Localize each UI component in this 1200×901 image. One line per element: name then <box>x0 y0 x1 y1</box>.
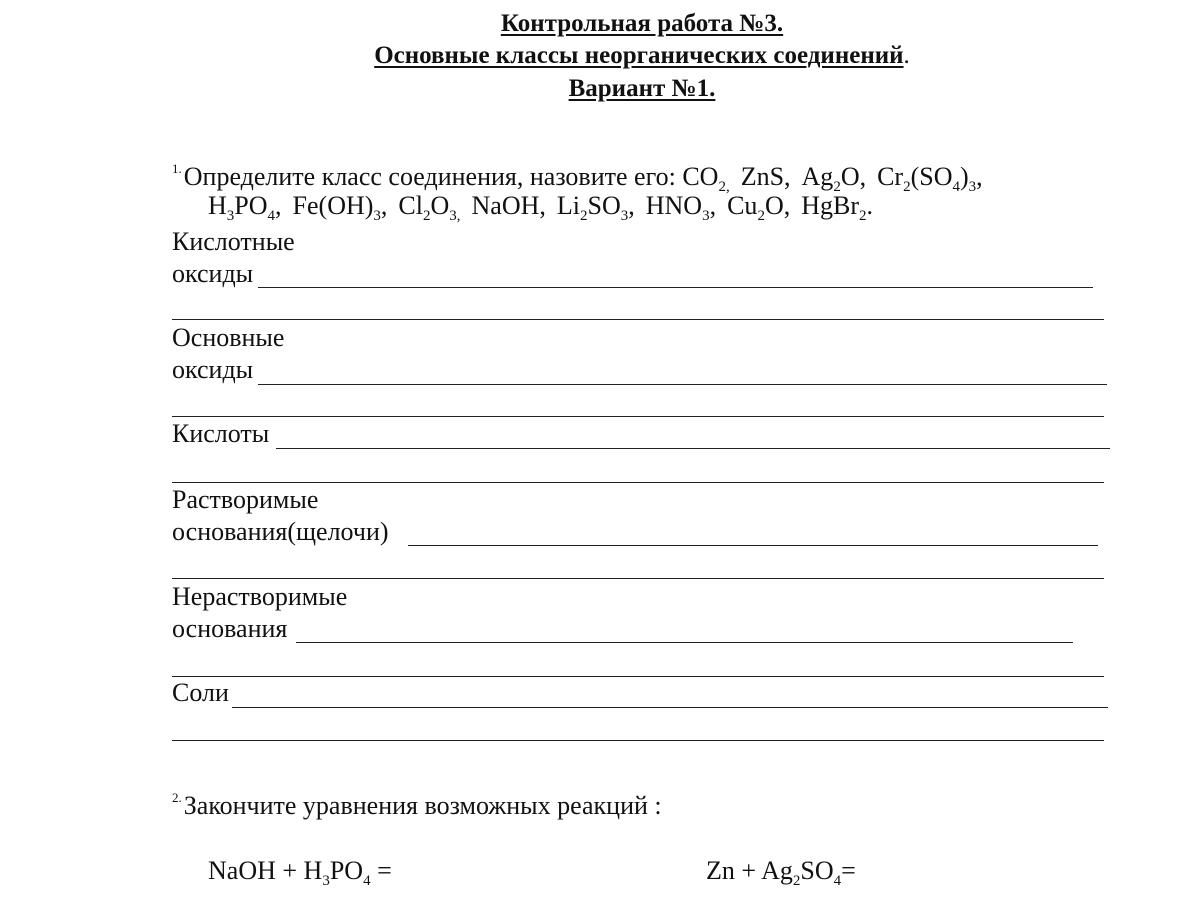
task1-number: 1. <box>172 161 182 176</box>
formula-part <box>556 191 621 224</box>
formula-base: Cu <box>727 191 758 220</box>
formula-part <box>877 162 953 195</box>
formula-part <box>727 191 791 224</box>
answer-line-salts-2[interactable] <box>172 740 1104 741</box>
formula-part <box>208 191 268 224</box>
formula-tail: (SO <box>910 162 953 191</box>
eq2-part-b: SO <box>800 856 834 885</box>
formula-subscript: 2 <box>859 208 867 224</box>
equation-2 <box>706 855 856 887</box>
answer-line-soluble-bases-1[interactable] <box>408 545 1098 546</box>
formula-subscript: 3, <box>449 208 461 224</box>
formula-part <box>968 162 983 195</box>
eq1-sub-1: 3 <box>322 873 330 889</box>
title-line-3: Вариант №1. <box>568 75 716 102</box>
answer-line-acid-oxides-1[interactable] <box>258 287 1093 288</box>
answer-line-insoluble-bases-1[interactable] <box>296 642 1073 643</box>
formula-base: ZnS, <box>740 162 791 191</box>
equation-1 <box>208 855 392 887</box>
formula-tail: , <box>709 191 717 220</box>
formula-subscript: 4 <box>267 208 276 224</box>
eq2-sub-1: 2 <box>792 873 801 889</box>
formula-part <box>620 191 635 224</box>
formula-part <box>952 162 969 195</box>
formula-subscript: 4 <box>952 179 960 195</box>
task2-number: 2. <box>172 790 182 805</box>
answer-line-salts-1[interactable] <box>232 707 1108 708</box>
formula-tail: , <box>275 191 282 220</box>
label-soluble-bases-line1: Растворимые <box>172 485 319 514</box>
formula-tail: , <box>380 191 388 220</box>
label-salts: Соли <box>172 678 229 707</box>
formula-part <box>741 162 791 191</box>
formula-subscript: 2 <box>580 208 588 224</box>
eq2-part-c: = <box>841 856 856 885</box>
label-acid-oxides-line1: Кислотные <box>172 227 295 256</box>
formula-part <box>472 191 546 220</box>
formula-base: CO <box>682 162 719 191</box>
eq2-part-a: Zn + Ag <box>706 856 793 885</box>
formula-subscript: 3 <box>226 208 235 224</box>
label-basic-oxides-line1: Основные <box>172 323 285 352</box>
label-soluble-bases-line2: основания(щелочи) <box>172 517 389 546</box>
formula-part <box>682 162 730 195</box>
formula-part <box>645 191 717 224</box>
formula-tail: O <box>430 191 450 220</box>
answer-line-insoluble-bases-2[interactable] <box>172 676 1104 677</box>
formula-part <box>292 191 388 224</box>
formula-base: Li <box>556 191 580 220</box>
formula-tail: , <box>628 191 635 220</box>
title-line-2 <box>0 41 1200 71</box>
formula-subscript: 2, <box>718 179 730 195</box>
label-insoluble-bases-line1: Нерастворимые <box>172 582 348 611</box>
eq1-part-b: PO <box>329 856 364 885</box>
formula-subscript: 3 <box>702 208 710 224</box>
formula-tail: PO <box>234 191 268 220</box>
eq1-sub-2: 4 <box>363 873 371 889</box>
task1-formulas-line-2 <box>208 190 873 222</box>
answer-line-acid-oxides-2[interactable] <box>172 319 1104 320</box>
answer-line-acids-1[interactable] <box>276 448 1110 449</box>
formula-base: NaOH, <box>471 191 546 220</box>
eq2-sub-2: 4 <box>833 873 842 889</box>
eq1-part-c: = <box>370 856 392 885</box>
formula-part <box>267 191 282 224</box>
title-line-2-period: . <box>903 42 910 69</box>
answer-line-soluble-bases-2[interactable] <box>172 578 1104 579</box>
task2-prompt: Закончите уравнения возможных реакций : <box>183 791 662 820</box>
answer-line-acids-2[interactable] <box>172 482 1104 483</box>
answer-line-basic-oxides-2[interactable] <box>172 416 1104 417</box>
formula-base: Ag <box>801 162 834 191</box>
title-line-1: Контрольная работа №3. <box>500 10 784 37</box>
formula-part <box>801 191 873 224</box>
formula-base: Cr <box>877 162 904 191</box>
formula-base: H <box>208 191 227 220</box>
formula-subscript: 2 <box>903 179 911 195</box>
formula-subscript: 3 <box>968 179 977 195</box>
formula-tail: SO <box>587 191 621 220</box>
answer-line-basic-oxides-1[interactable] <box>258 384 1107 385</box>
eq1-part-a: NaOH + H <box>208 856 323 885</box>
label-basic-oxides-line2: оксиды <box>172 355 254 384</box>
formula-part <box>449 191 461 224</box>
task2-prompt-line <box>172 782 662 822</box>
formula-base: Cl <box>398 191 423 220</box>
formula-base: Fe(OH) <box>292 191 374 220</box>
formula-base: HNO <box>645 191 703 220</box>
formula-tail: O, <box>840 162 867 191</box>
formula-subscript: 2 <box>833 179 841 195</box>
label-insoluble-bases-line2: основания <box>172 614 288 643</box>
task1-prompt-line <box>172 153 983 193</box>
formula-subscript: 3 <box>373 208 381 224</box>
task1-prompt: Определите класс соединения, назовите его: <box>183 162 676 191</box>
formula-subscript: 2 <box>422 208 431 224</box>
formula-part <box>398 191 450 224</box>
formula-base: HgBr <box>801 191 859 220</box>
formula-tail: ) <box>960 162 969 191</box>
label-acids: Кислоты <box>172 419 270 448</box>
label-acid-oxides-line2: оксиды <box>172 259 254 288</box>
title-line-2-text: Основные классы неорганических соединений <box>374 42 904 69</box>
formula-tail: O, <box>764 191 791 220</box>
task1-formulas-line-1 <box>682 162 983 195</box>
formula-subscript: 2 <box>757 208 765 224</box>
formula-part <box>801 162 867 195</box>
formula-subscript: 3 <box>620 208 629 224</box>
formula-tail: . <box>866 191 873 220</box>
formula-tail: , <box>976 162 983 191</box>
